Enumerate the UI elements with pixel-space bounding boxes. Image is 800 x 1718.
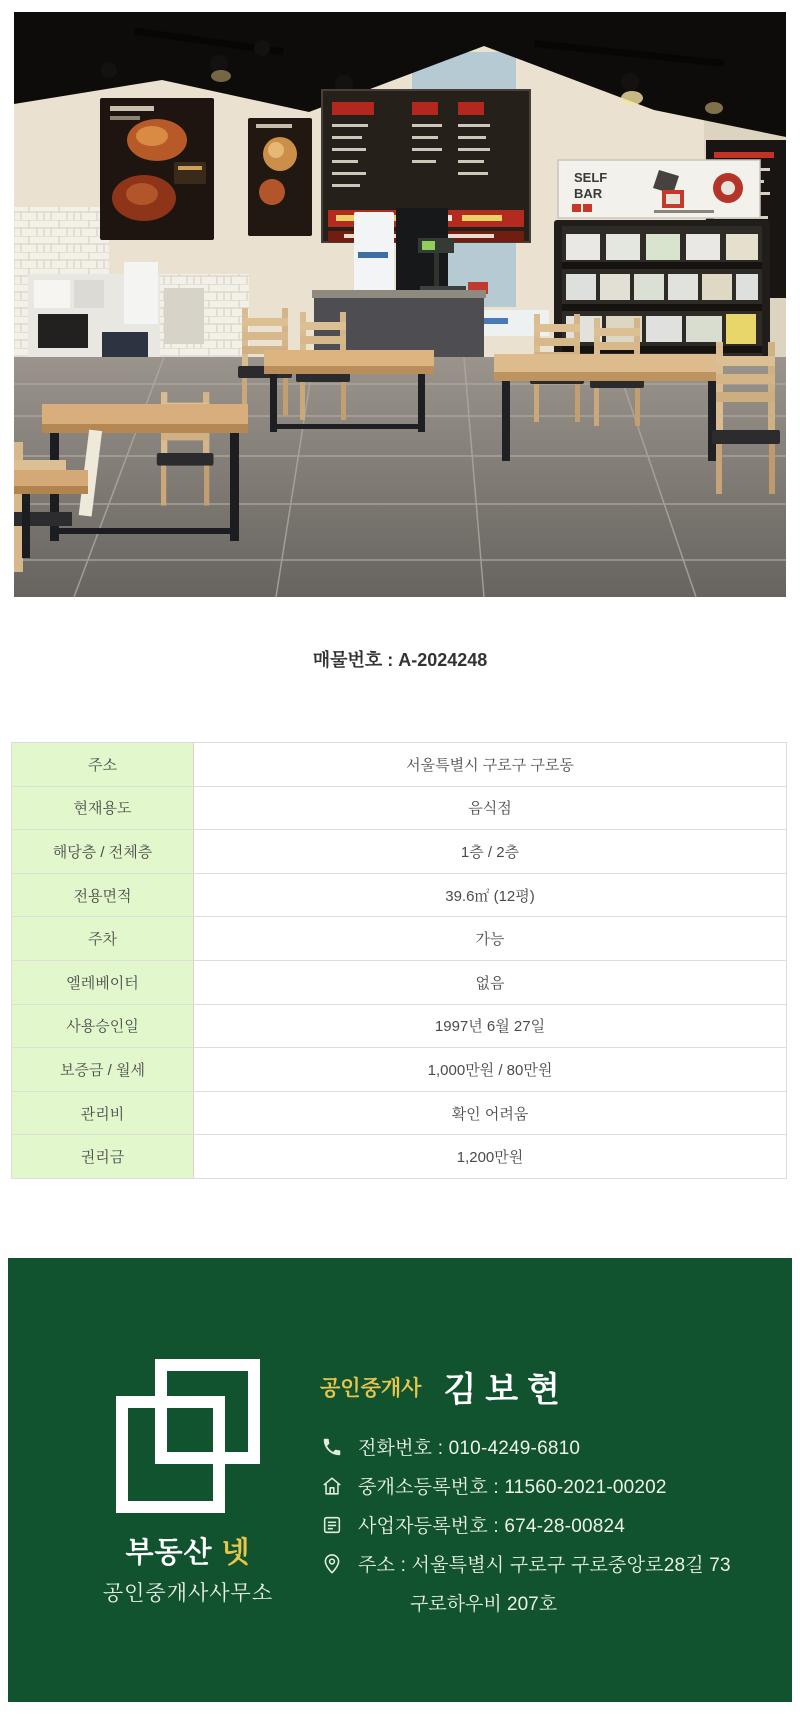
photo-scene xyxy=(14,12,786,597)
row-label: 주차 xyxy=(12,917,194,960)
phone-icon xyxy=(320,1435,344,1459)
office-address-text: 주소 : 서울특별시 구로구 구로중앙로28길 73 xyxy=(358,1555,731,1576)
spotlight-glow xyxy=(621,91,643,105)
contact-row-registration xyxy=(320,1472,770,1499)
table-row xyxy=(12,961,786,1005)
table-row xyxy=(12,1092,786,1136)
tile-floor xyxy=(14,357,786,597)
row-label: 현재용도 xyxy=(12,787,194,830)
document-icon xyxy=(320,1513,344,1537)
office-registration-text: 중개소등록번호 : 11560-2021-00202 xyxy=(358,1477,667,1498)
brand-title-accent: 넷 xyxy=(221,1537,251,1569)
table-row xyxy=(12,830,786,874)
agent-info-block xyxy=(320,1362,770,1616)
table-row xyxy=(12,874,786,918)
brand-title-main: 부동산 xyxy=(125,1537,213,1569)
row-value: 가능 xyxy=(475,931,505,949)
self-bar-sign xyxy=(558,160,760,218)
row-label: 권리금 xyxy=(12,1135,194,1178)
menu-poster-right xyxy=(248,118,312,236)
agent-title-label: 공인중개사 xyxy=(320,1376,422,1400)
table-row xyxy=(12,917,786,961)
row-value: 서울특별시 구로구 구로동 xyxy=(406,756,574,774)
row-label: 관리비 xyxy=(12,1092,194,1135)
agency-logo-block xyxy=(68,1358,308,1607)
row-value: 확인 어려움 xyxy=(451,1105,529,1123)
agent-name: 김보현 xyxy=(443,1371,569,1409)
agency-logo-icon xyxy=(113,1358,263,1516)
row-value: 1층 / 2층 xyxy=(460,843,520,861)
row-value: 1,000만원 / 80만원 xyxy=(427,1061,553,1079)
table-row xyxy=(12,1005,786,1049)
row-label: 주소 xyxy=(12,743,194,786)
agency-card xyxy=(8,1258,792,1702)
restaurant-interior-photo xyxy=(14,12,786,597)
table-row xyxy=(12,743,786,787)
row-label: 보증금 / 월세 xyxy=(12,1048,194,1091)
row-value: 1997년 6월 27일 xyxy=(434,1018,546,1036)
contact-row-business xyxy=(320,1511,770,1538)
row-value: 39.6㎡ (12평) xyxy=(445,887,535,905)
home-icon xyxy=(320,1474,344,1498)
phone-number-text: 전화번호 : 010-4249-6810 xyxy=(358,1438,581,1459)
row-value: 없음 xyxy=(475,974,505,992)
table-row xyxy=(12,1135,786,1179)
brand-subtitle: 공인중개사사무소 xyxy=(102,1582,274,1605)
display-fridge xyxy=(554,220,770,376)
row-label: 사용승인일 xyxy=(12,1005,194,1048)
row-label: 전용면적 xyxy=(12,874,194,917)
contact-row-address xyxy=(320,1550,770,1577)
location-pin-icon xyxy=(320,1552,344,1576)
self-bar-text-1: SELF xyxy=(574,170,608,185)
agent-row xyxy=(320,1362,770,1411)
office-address-line2: 구로하우비 207호 xyxy=(410,1594,558,1615)
row-value: 1,200만원 xyxy=(456,1149,524,1167)
business-number-text: 사업자등록번호 : 674-28-00824 xyxy=(358,1516,626,1537)
menu-poster-left xyxy=(100,98,214,240)
row-label: 엘레베이터 xyxy=(12,961,194,1004)
self-bar-text-2: BAR xyxy=(574,186,603,201)
contact-row-phone xyxy=(320,1433,770,1460)
table-row xyxy=(12,1048,786,1092)
brand-title xyxy=(68,1530,308,1571)
table-row xyxy=(12,787,786,831)
property-table xyxy=(11,742,787,1179)
row-value: 음식점 xyxy=(468,800,512,818)
row-label: 해당층 / 전체층 xyxy=(12,830,194,873)
listing-number: 매물번호 : A-2024248 xyxy=(312,650,488,670)
